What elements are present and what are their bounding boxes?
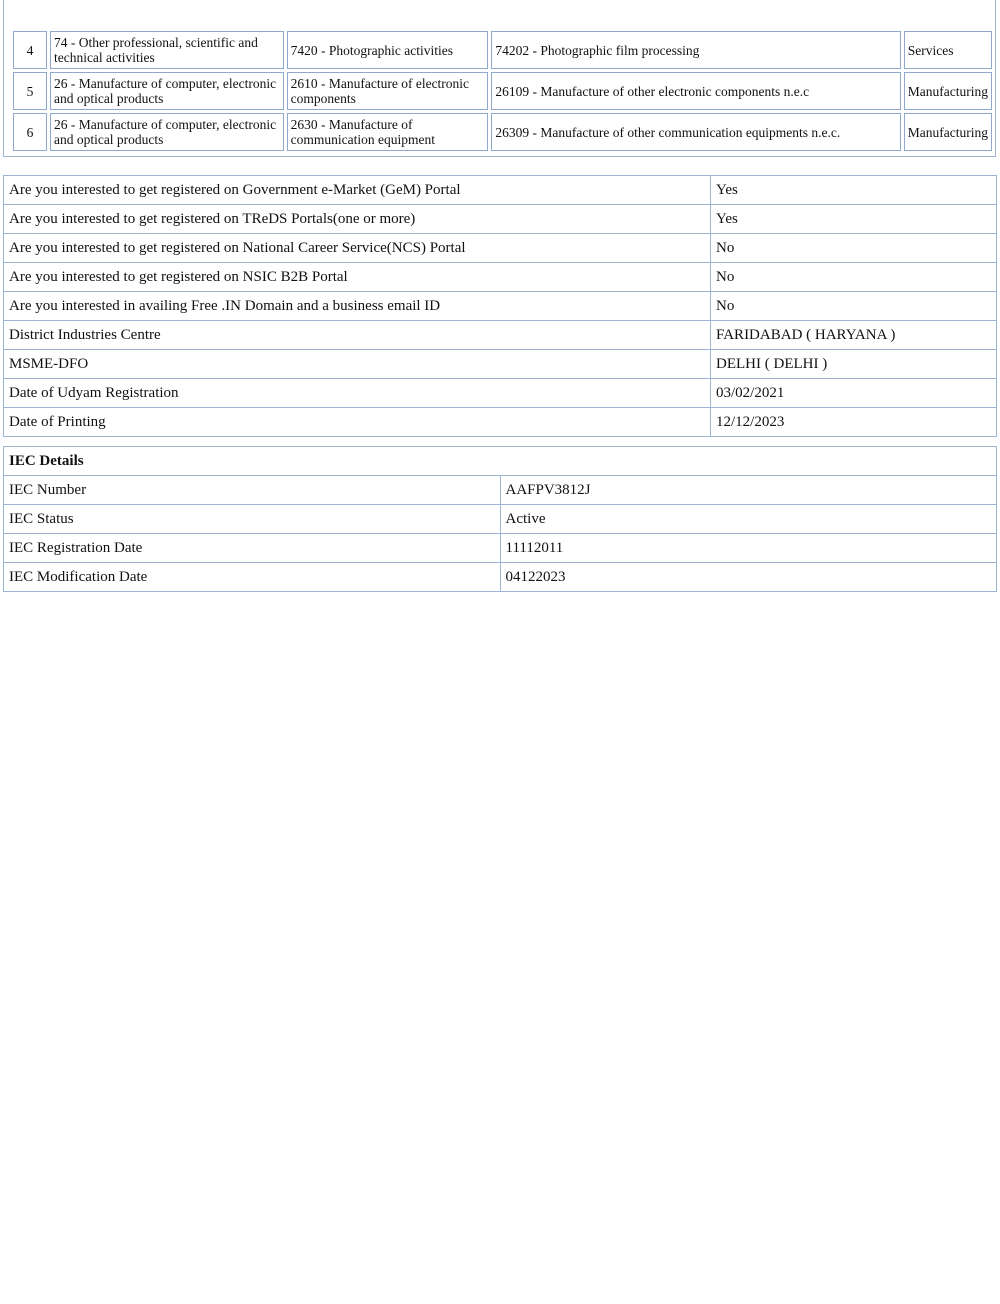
nic-activity-type: Manufacturing [904,72,992,110]
table-row [13,72,992,110]
nic-sno: 5 [13,72,47,110]
registration-value: 12/12/2023 [711,408,997,437]
iec-value: AAFPV3812J [500,476,997,505]
table-row [4,176,997,205]
table-row [4,205,997,234]
table-row [4,321,997,350]
nic-2-digit: 26 - Manufacture of computer, electronic and optical products [50,113,284,151]
nic-2-digit: 26 - Manufacture of computer, electronic and optical products [50,72,284,110]
table-row [4,350,997,379]
registration-label: Are you interested in availing Free .IN Domain and a business email ID [4,292,711,321]
nic-activity-type: Services [904,31,992,69]
registration-value: No [711,234,997,263]
nic-5-digit: 26309 - Manufacture of other communication equipments n.e.c. [491,113,900,151]
registration-label: Are you interested to get registered on Government e-Market (GeM) Portal [4,176,711,205]
iec-label: IEC Number [4,476,501,505]
table-row [4,379,997,408]
registration-value: Yes [711,176,997,205]
nic-activity-type: Manufacturing [904,113,992,151]
registration-details-table [3,175,997,437]
nic-4-digit: 7420 - Photographic activities [287,31,489,69]
registration-value: No [711,263,997,292]
registration-label: Are you interested to get registered on National Career Service(NCS) Portal [4,234,711,263]
registration-value: 03/02/2021 [711,379,997,408]
table-row [4,408,997,437]
table-row [13,31,992,69]
registration-label: Date of Udyam Registration [4,379,711,408]
nic-5-digit: 26109 - Manufacture of other electronic components n.e.c [491,72,900,110]
registration-value: No [711,292,997,321]
registration-label: Are you interested to get registered on TReDS Portals(one or more) [4,205,711,234]
iec-label: IEC Modification Date [4,563,501,592]
table-row [4,505,997,534]
nic-5-digit: 74202 - Photographic film processing [491,31,900,69]
nic-4-digit: 2610 - Manufacture of electronic components [287,72,489,110]
registration-value: FARIDABAD ( HARYANA ) [711,321,997,350]
registration-value: Yes [711,205,997,234]
iec-value: 04122023 [500,563,997,592]
table-row [4,292,997,321]
iec-value: Active [500,505,997,534]
nic-2-digit: 74 - Other professional, scientific and technical activities [50,31,284,69]
nic-sno: 6 [13,113,47,151]
nic-activity-section [3,0,996,157]
table-row [4,263,997,292]
nic-activity-table [10,28,995,154]
nic-sno: 4 [13,31,47,69]
iec-label: IEC Status [4,505,501,534]
table-row [4,476,997,505]
iec-label: IEC Registration Date [4,534,501,563]
registration-label: Are you interested to get registered on NSIC B2B Portal [4,263,711,292]
table-row [4,563,997,592]
table-row [4,534,997,563]
table-row [4,447,997,476]
registration-label: District Industries Centre [4,321,711,350]
nic-4-digit: 2630 - Manufacture of communication equipment [287,113,489,151]
iec-value: 11112011 [500,534,997,563]
registration-label: Date of Printing [4,408,711,437]
registration-label: MSME-DFO [4,350,711,379]
registration-value: DELHI ( DELHI ) [711,350,997,379]
iec-details-table [3,446,997,592]
table-row [4,234,997,263]
table-row [13,113,992,151]
iec-details-heading: IEC Details [4,447,997,476]
